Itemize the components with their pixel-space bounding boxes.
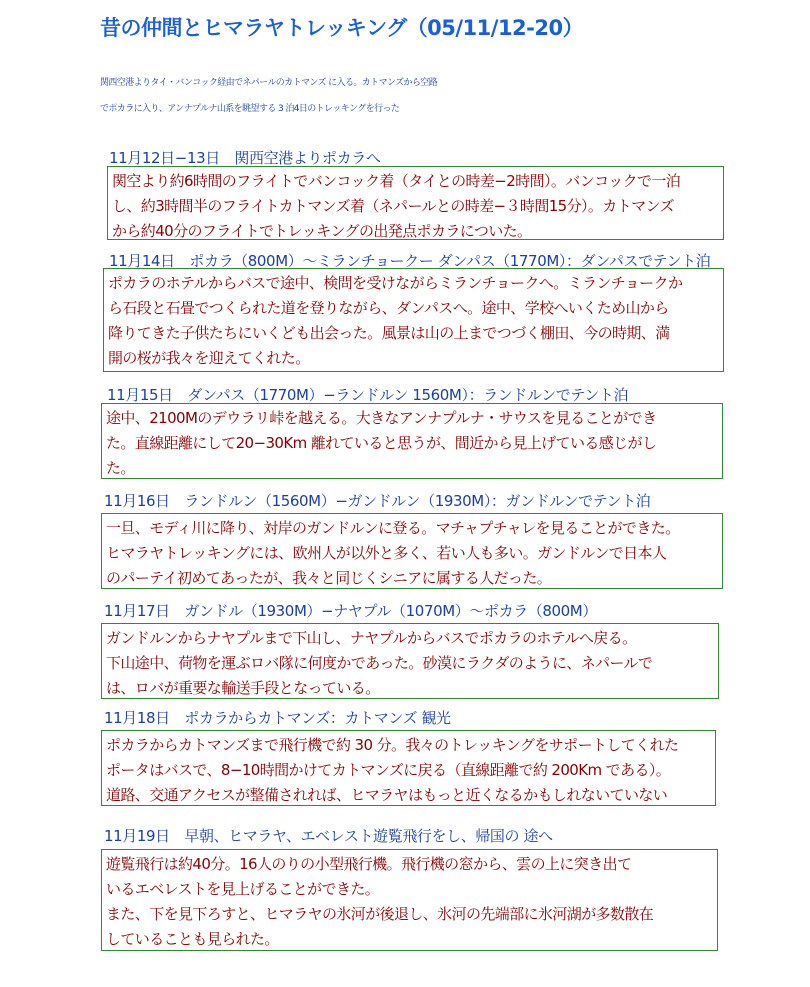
day-box-nov18 xyxy=(101,730,716,806)
intro-paragraph xyxy=(100,70,720,122)
day-text-line: た。直線距離にして20−30Km 離れていると思うが、間近から見上げている感じがし xyxy=(106,434,657,452)
day-text-line: また、下を見下ろすと、ヒマラヤの氷河が後退し、氷河の先端部に氷河湖が多数散在 xyxy=(106,905,654,923)
intro-line: 関西空港よりタイ・バンコック経由でネパールのカトマンズ に入る。カトマンズから空路 xyxy=(100,78,438,88)
day-text-line: ら石段と石畳でつくられた道を登りながら、ダンパスへ。途中、学校へいくため山から xyxy=(108,299,669,317)
day-box-nov19 xyxy=(101,849,718,951)
day-text-line: いるエベレストを見上げることができた。 xyxy=(106,880,380,898)
day-text-line: ガンドルンからナヤプルまで下山し、ナヤプルからバスでポカラのホテルへ戻る。 xyxy=(106,629,637,647)
day-box-nov16 xyxy=(101,513,723,589)
day-text-line: た。 xyxy=(106,459,135,477)
day-text-line: 途中、2100Mのデウラリ峠を越える。大きなアンナプルナ・サウスを見ることができ xyxy=(106,409,657,427)
day-heading-nov15: 11月15日 ダンパス（1770M）−ランドルン 1560M）：ランドルンでテント泊 xyxy=(107,386,629,404)
day-heading-nov16: 11月16日 ランドルン（1560M）−ガンドルン（1930M）：ガンドルンでテント泊 xyxy=(104,492,651,510)
day-text-line: ポカラからカトマンズまで飛行機で約 30 分。我々のトレッキングをサポートしてくれた xyxy=(106,736,679,754)
day-box-nov12-13 xyxy=(107,166,724,240)
day-heading-nov12-13: 11月12日−13日 関西空港よりポカラへ xyxy=(109,149,381,167)
day-text-line: から約40分のフライトでトレッキングの出発点ポカラについた。 xyxy=(112,222,532,240)
day-text-line: ヒマラヤトレッキングには、欧州人が以外と多く、若い人も多い。ガンドルンで日本人 xyxy=(106,544,667,562)
day-text-line: 降りてきた子供たちにいくども出会った。風景は山の上までつづく棚田、今の時期、満 xyxy=(108,324,670,342)
intro-line: でポカラに入り、アンナプルナ山系を眺望する 3 泊4日のトレッキングを行った xyxy=(100,104,400,114)
day-text-line: 開の桜が我々を迎えてくれた。 xyxy=(108,349,310,367)
day-text-line: ポータはバスで、8−10時間かけてカトマンズに戻る（直線距離で約 200Km である）。 xyxy=(106,761,671,779)
day-text-line: は、ロバが重要な輸送手段となっている。 xyxy=(106,679,380,697)
day-text-line: 下山途中、荷物を運ぶロバ隊に何度かであった。砂漠にラクダのように、ネパールで xyxy=(106,654,653,672)
day-box-nov17 xyxy=(101,623,719,699)
day-text-line: していることも見られた。 xyxy=(106,930,279,948)
page-title: 昔の仲間とヒマラヤトレッキング（05/11/12-20） xyxy=(100,16,584,40)
day-heading-nov14: 11月14日 ポカラ（800M）〜ミランチョークー ダンパス（1770M）：ダンパスでテント泊 xyxy=(109,252,711,270)
day-heading-nov17: 11月17日 ガンドル（1930M）−ナヤプル（1070M）〜ポカラ（800M） xyxy=(104,602,597,620)
day-text-line: 道路、交通アクセスが整備されれば、ヒマラヤはもっと近くなるかもしれないていない xyxy=(106,786,668,804)
day-box-nov15 xyxy=(101,403,723,479)
day-text-line: のパーテイ初めてあったが、我々と同じくシニアに属する人だった。 xyxy=(106,569,552,587)
day-text-line: 遊覧飛行は約40分。16人のりの小型飛行機。飛行機の窓から、雲の上に突き出て xyxy=(106,855,632,873)
day-text-line: ポカラのホテルからバスで途中、検問を受けながらミランチョークへ。ミランチョークか xyxy=(108,274,683,292)
day-heading-nov18: 11月18日 ポカラからカトマンズ：カトマンズ 観光 xyxy=(104,709,451,727)
day-box-nov14 xyxy=(103,268,724,372)
day-text-line: 一旦、モディ川に降り、対岸のガンドルンに登る。マチャプチャレを見ることができた。 xyxy=(106,519,680,537)
day-text-line: 関空より約6時間のフライトでバンコック着（タイとの時差−2時間）。バンコックで一泊 xyxy=(112,172,681,190)
day-heading-nov19: 11月19日 早朝、ヒマラヤ、エベレスト遊覧飛行をし、帰国の 途へ xyxy=(104,827,553,845)
day-text-line: し、約3時間半のフライトカトマンズ着（ネパールとの時差−３時間15分）。カトマンズ xyxy=(112,197,674,215)
